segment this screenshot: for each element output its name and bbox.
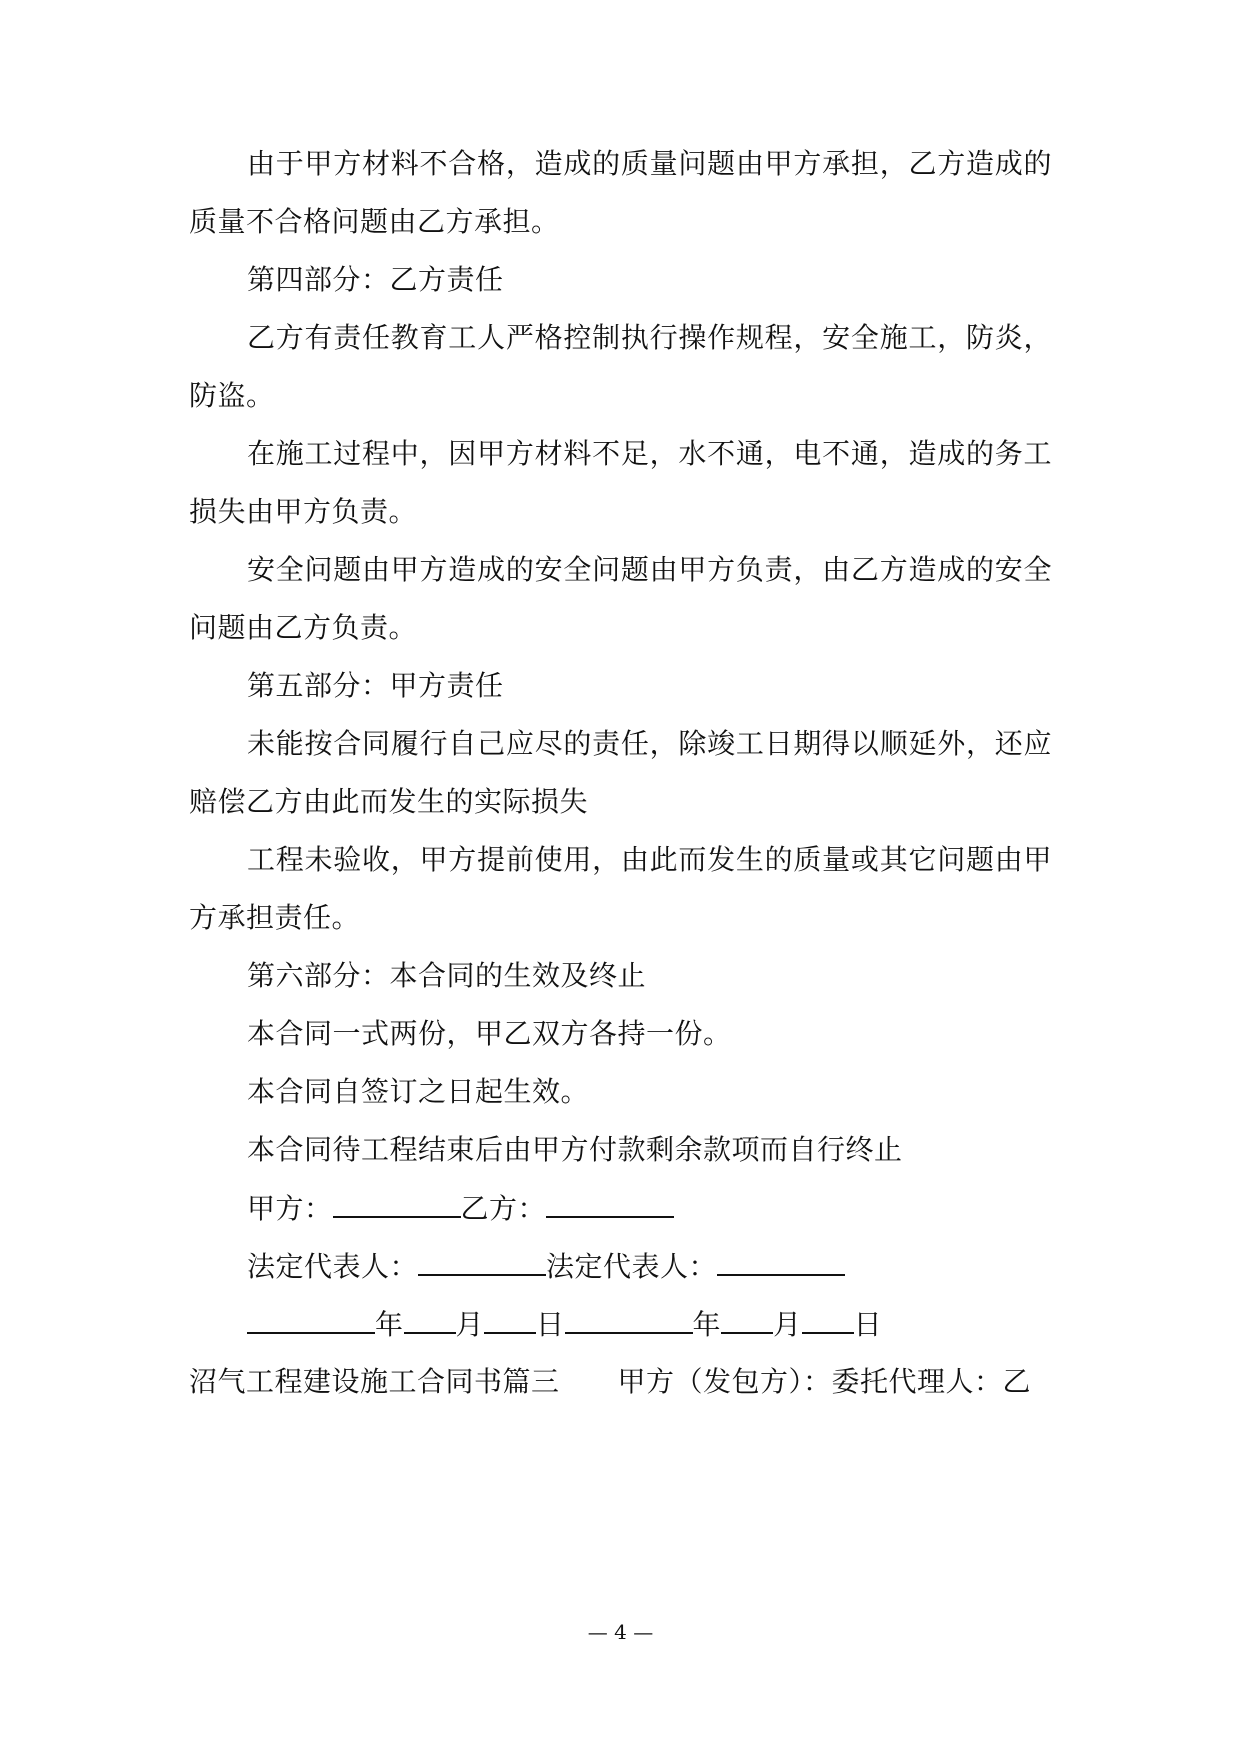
day-b-blank — [802, 1306, 854, 1334]
paragraph-line: 由于甲方材料不合格，造成的质量问题由甲方承担，乙方造成的 — [247, 147, 1052, 180]
paragraph-line: 损失由甲方负责。 — [189, 495, 418, 528]
rep-b-label: 法定代表人： — [546, 1250, 718, 1283]
year-b-label: 年 — [692, 1308, 722, 1341]
section-heading: 第五部分：甲方责任 — [247, 669, 504, 702]
next-article-text: 甲方（发包方）：委托代理人：乙 — [617, 1365, 1032, 1398]
year-a-blank — [247, 1306, 375, 1334]
signature-representatives — [247, 1248, 845, 1285]
paragraph-line: 未能按合同履行自己应尽的责任，除竣工日期得以顺延外，还应 — [247, 727, 1052, 760]
paragraph-line: 问题由乙方负责。 — [189, 611, 418, 644]
page-number: — 4 — — [587, 1620, 654, 1644]
rep-a-blank — [418, 1248, 546, 1276]
next-article-line — [189, 1364, 1031, 1400]
party-b-label: 乙方： — [460, 1192, 547, 1225]
paragraph-line: 在施工过程中，因甲方材料不足，水不通，电不通，造成的务工 — [247, 437, 1052, 470]
next-article-title: 沼气工程建设施工合同书篇三 — [189, 1365, 560, 1398]
paragraph-line: 本合同一式两份，甲乙双方各持一份。 — [247, 1017, 732, 1050]
year-a-label: 年 — [375, 1308, 404, 1341]
signature-parties — [247, 1190, 674, 1227]
paragraph-line: 方承担责任。 — [189, 901, 361, 934]
day-a-label: 日 — [536, 1308, 565, 1341]
rep-b-blank — [717, 1248, 845, 1276]
month-a-blank — [404, 1306, 456, 1334]
party-a-label: 甲方： — [247, 1192, 333, 1225]
section-heading: 第四部分：乙方责任 — [247, 263, 504, 296]
paragraph-line: 质量不合格问题由乙方承担。 — [189, 205, 560, 238]
party-b-blank — [546, 1190, 674, 1218]
section-heading: 第六部分：本合同的生效及终止 — [247, 959, 647, 992]
month-b-label: 月 — [773, 1308, 802, 1341]
paragraph-line: 本合同自签订之日起生效。 — [247, 1075, 590, 1108]
month-a-label: 月 — [455, 1308, 485, 1341]
paragraph-line: 工程未验收，甲方提前使用，由此而发生的质量或其它问题由甲 — [247, 843, 1052, 876]
rep-a-label: 法定代表人： — [247, 1250, 419, 1283]
paragraph-line: 安全问题由甲方造成的安全问题由甲方负责，由乙方造成的安全 — [247, 553, 1052, 586]
party-a-blank — [333, 1190, 461, 1218]
month-b-blank — [721, 1306, 773, 1334]
year-b-blank — [565, 1306, 693, 1334]
signature-dates — [247, 1306, 882, 1343]
paragraph-line: 防盗。 — [189, 379, 275, 412]
paragraph-line: 本合同待工程结束后由甲方付款剩余款项而自行终止 — [247, 1133, 903, 1166]
paragraph-line: 乙方有责任教育工人严格控制执行操作规程，安全施工，防炎， — [247, 321, 1052, 354]
paragraph-line: 赔偿乙方由此而发生的实际损失 — [189, 785, 589, 818]
day-b-label: 日 — [853, 1308, 883, 1341]
day-a-blank — [484, 1306, 536, 1334]
